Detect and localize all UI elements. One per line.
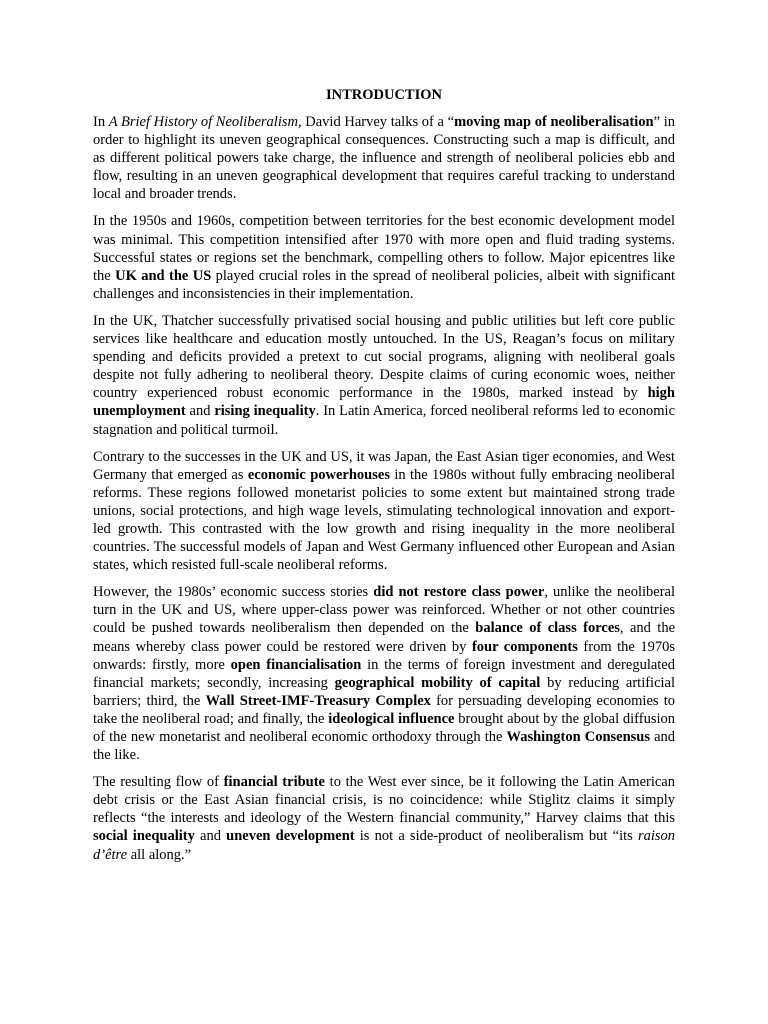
page-title: INTRODUCTION: [325, 87, 442, 103]
italic-text: raison d’être: [93, 828, 676, 863]
bold-text: ideological influence: [328, 710, 455, 727]
bold-text: Wall Street-IMF-Treasury Complex: [205, 692, 431, 709]
paragraph-5: [93, 583, 675, 764]
body-text: is not a side-product of neoliberalism but “its: [354, 828, 638, 845]
bold-text: economic powerhouses: [247, 466, 390, 483]
bold-text: uneven development: [226, 828, 355, 845]
body-text: , and the means whereby class power could be restored were driven by: [93, 620, 676, 655]
body-text: Contrary to the successes in the UK and US, it was Japan, the East Asian tiger economies, and West Germany that emerged as: [93, 448, 675, 483]
body-text: The resulting flow of: [93, 774, 224, 791]
bold-text: social inequality: [93, 828, 195, 845]
paragraph-6: [93, 773, 675, 863]
body-text: , unlike the neoliberal turn in the UK and US, where upper-class power was reinforced. Whether or not other countries could be pushed towards neoliberalism then depended on the: [93, 584, 675, 637]
bold-text: four components: [471, 638, 578, 655]
paragraph-3: [93, 312, 675, 439]
body-text: from the 1970s onwards: firstly, more: [93, 638, 676, 673]
bold-text: open financialisation: [230, 656, 362, 673]
bold-text: moving map of neoliberalisation: [454, 114, 654, 130]
bold-text: Washington Consensus: [506, 729, 651, 745]
bold-text: rising inequality: [214, 403, 316, 420]
bold-text: financial tribute: [223, 774, 325, 791]
body-text: However, the 1980s’ economic success stories: [93, 584, 374, 601]
body-text: ” in order to highlight its uneven geographical consequences. Constructing such a map is difficult, and as different political powers take charge, the influence and strength of neoliberal policies ebb and flow, resulting in an uneven geographical development that requires careful tracking to understand local and broader trends.: [93, 114, 675, 203]
body-text: and: [194, 828, 227, 845]
body-text: and the like.: [93, 729, 676, 764]
body-text: in the 1980s without fully embracing neoliberal reforms. These regions followed monetarist policies to some extent but maintained strong trade unions, social protections, and high wage levels, stimulating technological innovation and export-led growth. This contrasted with the low growth and rising inequality in the more neoliberal countries. The successful models of Japan and West Germany influenced other European and Asian states, which resisted full-scale neoliberal reforms.: [93, 466, 675, 574]
paragraph-2: [93, 212, 675, 302]
body-text: by reducing artificial barriers; third, the: [93, 674, 676, 709]
body-text: to the West ever since, be it following the Latin American debt crisis or the East Asian financial crisis, is no coincidence: while Stiglitz claims it simply reflects “the interests and ideology of the Western financial community,” Harvey claims that this: [93, 774, 675, 827]
paragraph-4: [93, 448, 675, 575]
body-text: . In Latin America, forced neoliberal reforms led to economic stagnation and political turmoil.: [93, 403, 676, 438]
body-text: brought about by the global diffusion of the new monetarist and neoliberal economic orthodoxy through the: [93, 710, 675, 745]
body-text: In the 1950s and 1960s, competition between territories for the best economic development model was minimal. This competition intensified after 1970 with more open and fluid trading systems. Successful states or regions set the benchmark, compelling others to follow. Major epicentres like the: [93, 213, 675, 284]
body-text: all along.”: [127, 846, 192, 863]
body-text: David Harvey talks of a “: [301, 114, 455, 130]
bold-text: UK and the US: [115, 267, 212, 284]
body-text: In: [93, 114, 109, 130]
body-text: played crucial roles in the spread of neoliberal policies, albeit with significant challenges and inconsistencies in their implementation.: [93, 267, 675, 302]
body-text: In the UK, Thatcher successfully privatised social housing and public utilities but left core public services like healthcare and education mostly untouched. In the US, Reagan’s focus on military spending and deficits provided a pretext to cut social programs, aligning with neoliberal goals despite not fully adhering to neoliberal theory. Despite claims of curing economic woes, neither country experienced robust economic performance in the 1980s, marked instead by: [93, 312, 675, 402]
paragraph-1: [93, 113, 675, 203]
bold-text: did not restore class power: [373, 584, 545, 601]
bold-text: balance of class forces: [475, 620, 620, 637]
body-text: in the terms of foreign investment and deregulated financial markets; secondly, increasing: [93, 656, 675, 691]
bold-text: high unemployment: [93, 385, 675, 420]
body-text: for persuading developing economies to take the neoliberal road; and finally, the: [93, 692, 675, 727]
italic-text: A Brief History of Neoliberalism,: [108, 114, 302, 130]
body-text: and: [185, 403, 215, 420]
bold-text: geographical mobility of capital: [334, 674, 541, 691]
